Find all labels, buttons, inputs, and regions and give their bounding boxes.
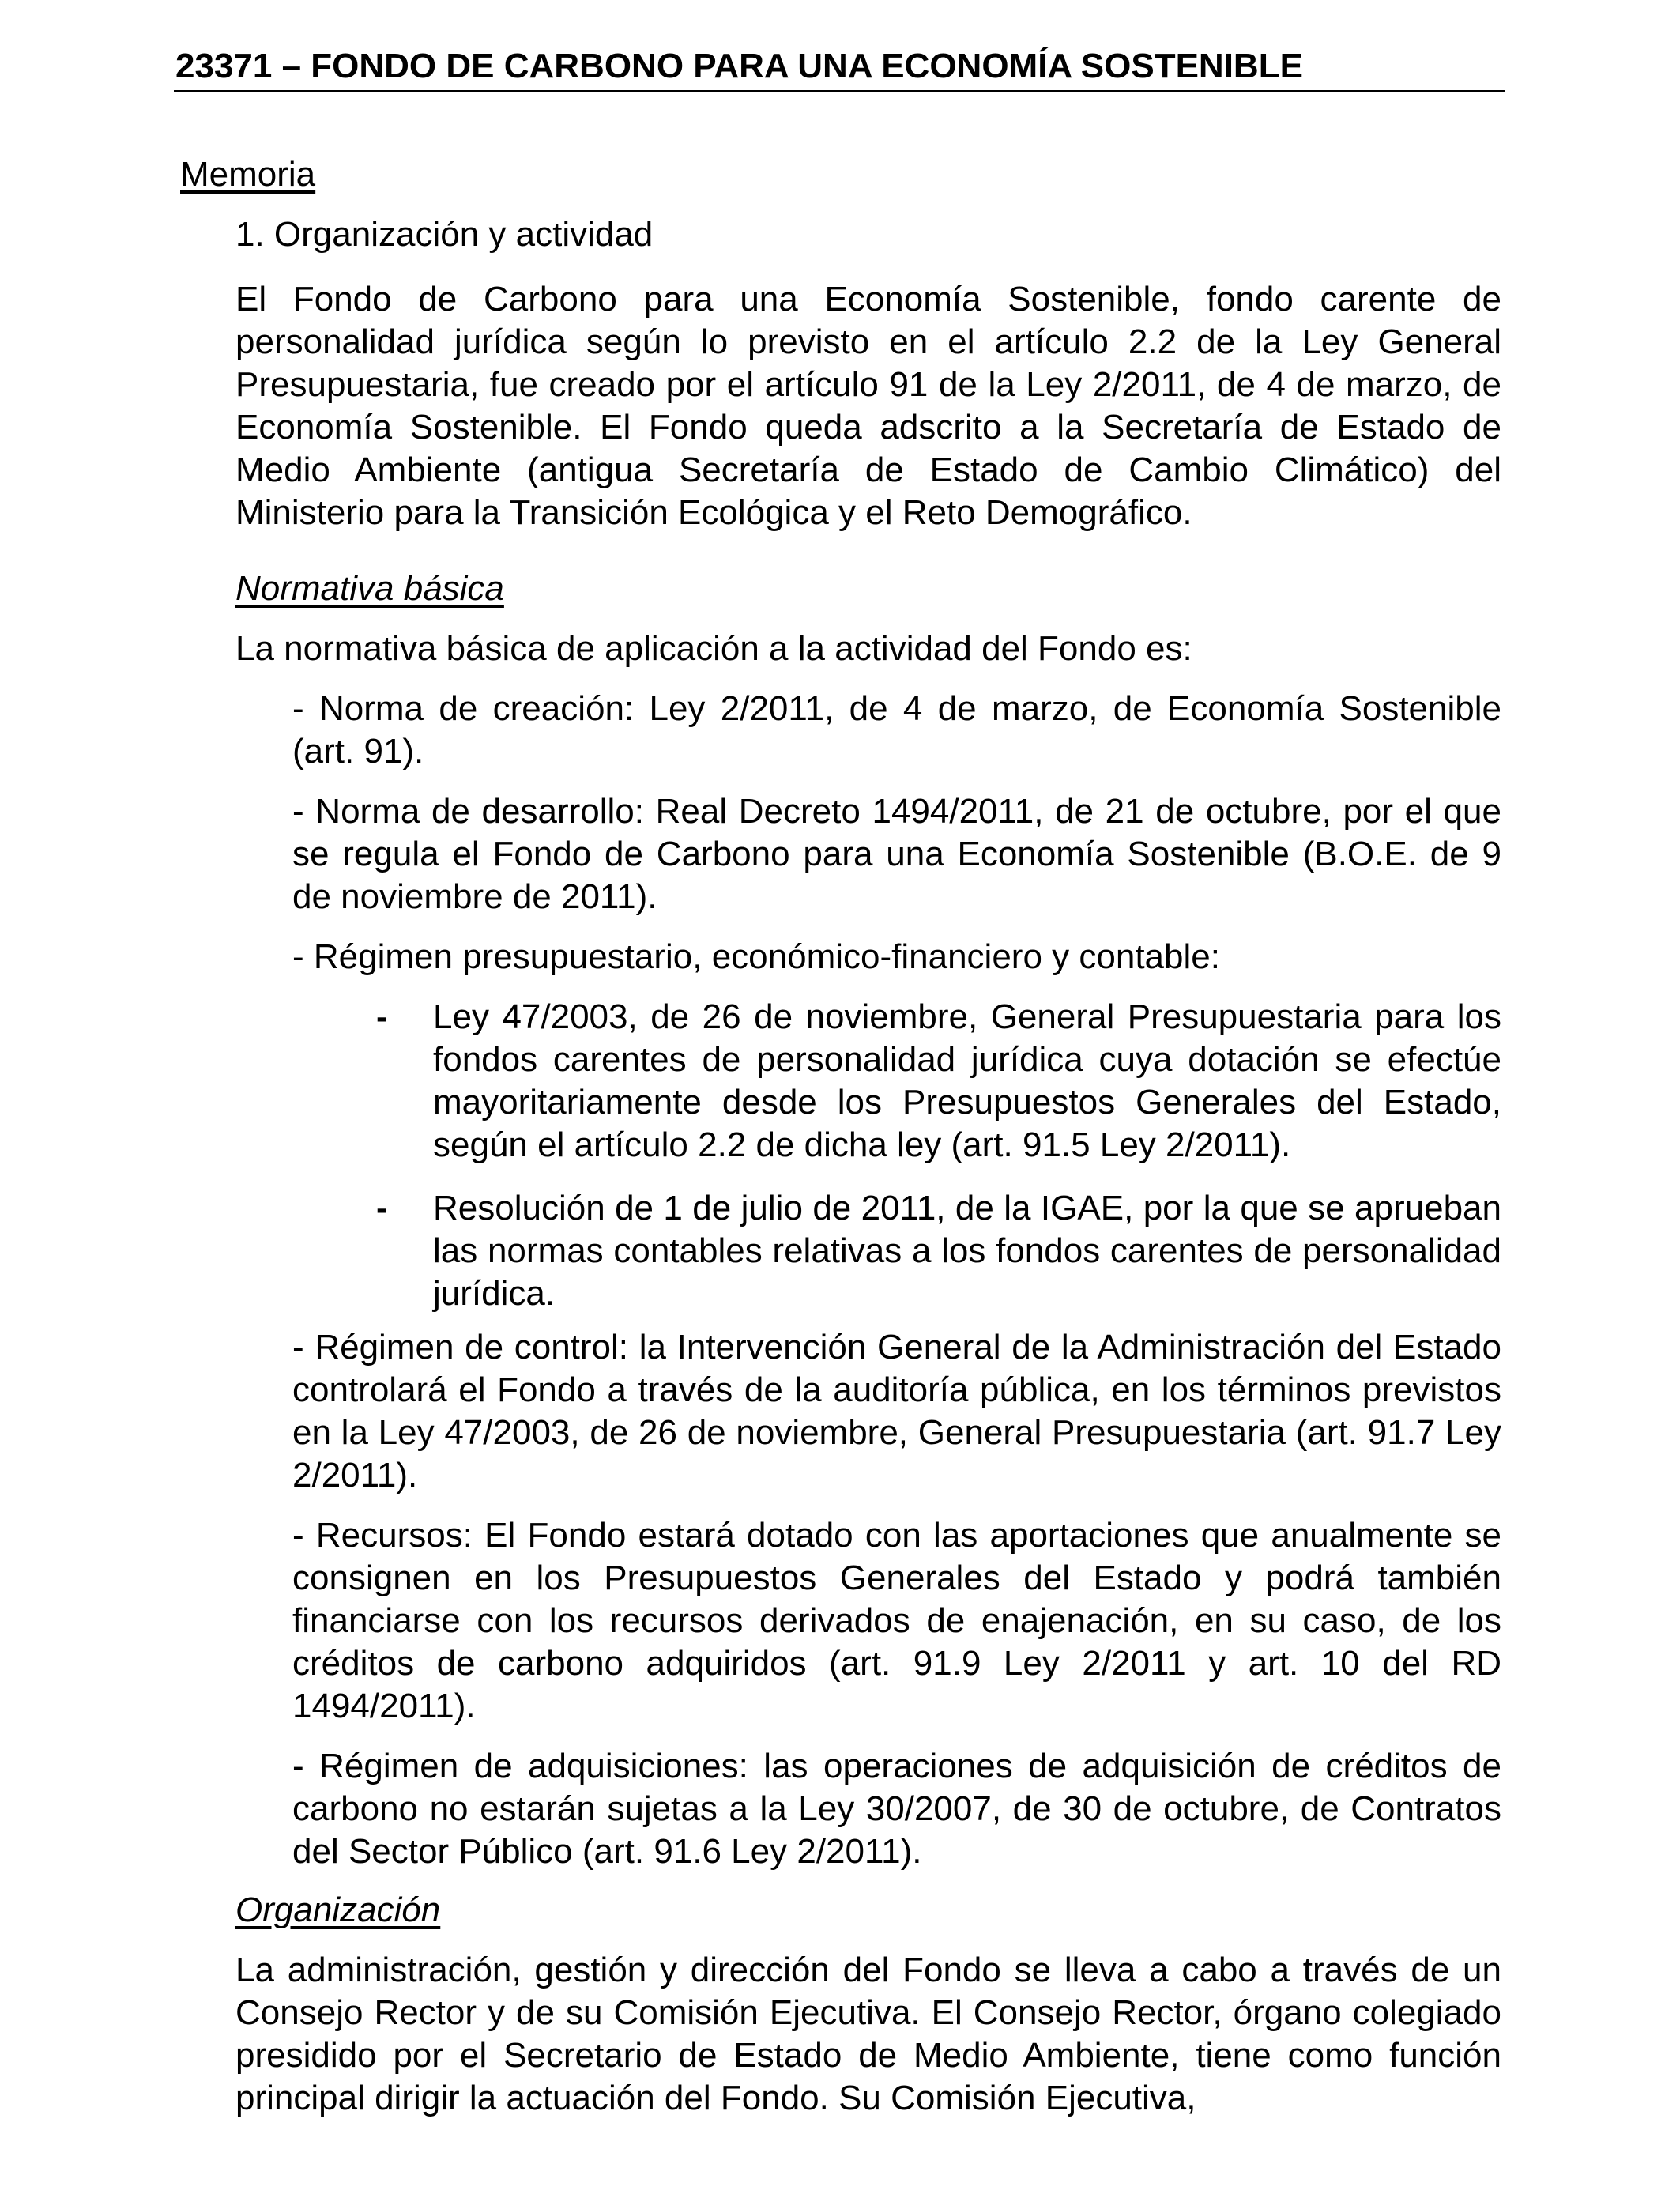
organizacion-paragraph: La administración, gestión y dirección del Fondo se lleva a cabo a través de un Consejo Rector y de su Comisión Ejecutiva. El Consejo Rector, órgano colegiado presidido por el Secretario de Estado de Medio Ambiente, tiene como función principal dirigir la actuación del Fondo. Su Comisión Ejecutiva, [235,1951,1501,2117]
regimen-adquisiciones-item: - Régimen de adquisiciones: las operaciones de adquisición de créditos de carbono no estarán sujetas a la Ley 30/2007, de 30 de octubre, de Contratos del Sector Público (art. 91.6 Ley 2/2011). [292,1747,1501,1871]
page-header-title: 23371 – FONDO DE CARBONO PARA UNA ECONOMÍA SOSTENIBLE [175,47,1303,85]
organizacion-heading: Organización [235,1891,441,1929]
norma-desarrollo-item: - Norma de desarrollo: Real Decreto 1494/2011, de 21 de octubre, por el que se regula el Fondo de Carbono para una Economía Sostenible (B.O.E. de 9 de noviembre de 2011). [292,792,1501,916]
sub-list-item-text: Resolución de 1 de julio de 2011, de la IGAE, por la que se aprueban las normas contables relativas a los fondos carentes de personalidad jurídica. [433,1189,1501,1313]
normativa-heading: Normativa básica [235,569,504,608]
normativa-lead: La normativa básica de aplicación a la actividad del Fondo es: [235,629,1192,668]
norma-creacion-item: - Norma de creación: Ley 2/2011, de 4 de marzo, de Economía Sostenible (art. 91). [292,689,1501,771]
section-title: 1. Organización y actividad [235,215,654,254]
memoria-label: Memoria [180,155,316,194]
sub-list-item [376,1187,1501,1315]
regimen-control-item: - Régimen de control: la Intervención General de la Administración del Estado controlará el Fondo a través de la auditoría pública, en los términos previstos en la Ley 47/2003, de 26 de noviembre, General Presupuestaria (art. 91.7 Ley 2/2011). [292,1328,1501,1495]
regimen-presupuestario-item: - Régimen presupuestario, económico-financiero y contable: [292,937,1220,976]
sub-list-item-text: Ley 47/2003, de 26 de noviembre, General Presupuestaria para los fondos carentes de personalidad jurídica cuya dotación se efectúe mayoritariamente desde los Presupuestos Generales del Estado, según el artículo 2.2 de dicha ley (art. 91.5 Ley 2/2011). [433,997,1501,1164]
document-body [180,153,1501,2120]
sub-list-dash: - [376,1189,388,1227]
sub-list-item [376,996,1501,1167]
sub-list-dash: - [376,997,388,1036]
header-divider [174,90,1505,92]
section-intro-paragraph: El Fondo de Carbono para una Economía Sostenible, fondo carente de personalidad jurídica según lo previsto en el artículo 2.2 de la Ley General Presupuestaria, fue creado por el artículo 91 de la Ley 2/2011, de 4 de marzo, de Economía Sostenible. El Fondo queda adscrito a la Secretaría de Estado de Medio Ambiente (antigua Secretaría de Estado de Cambio Climático) del Ministerio para la Transición Ecológica y el Reto Demográfico. [235,280,1501,532]
recursos-item: - Recursos: El Fondo estará dotado con las aportaciones que anualmente se consignen en los Presupuestos Generales del Estado y podrá también financiarse con los recursos derivados de enajenación, en su caso, de los créditos de carbono adquiridos (art. 91.9 Ley 2/2011 y art. 10 del RD 1494/2011). [292,1516,1501,1725]
